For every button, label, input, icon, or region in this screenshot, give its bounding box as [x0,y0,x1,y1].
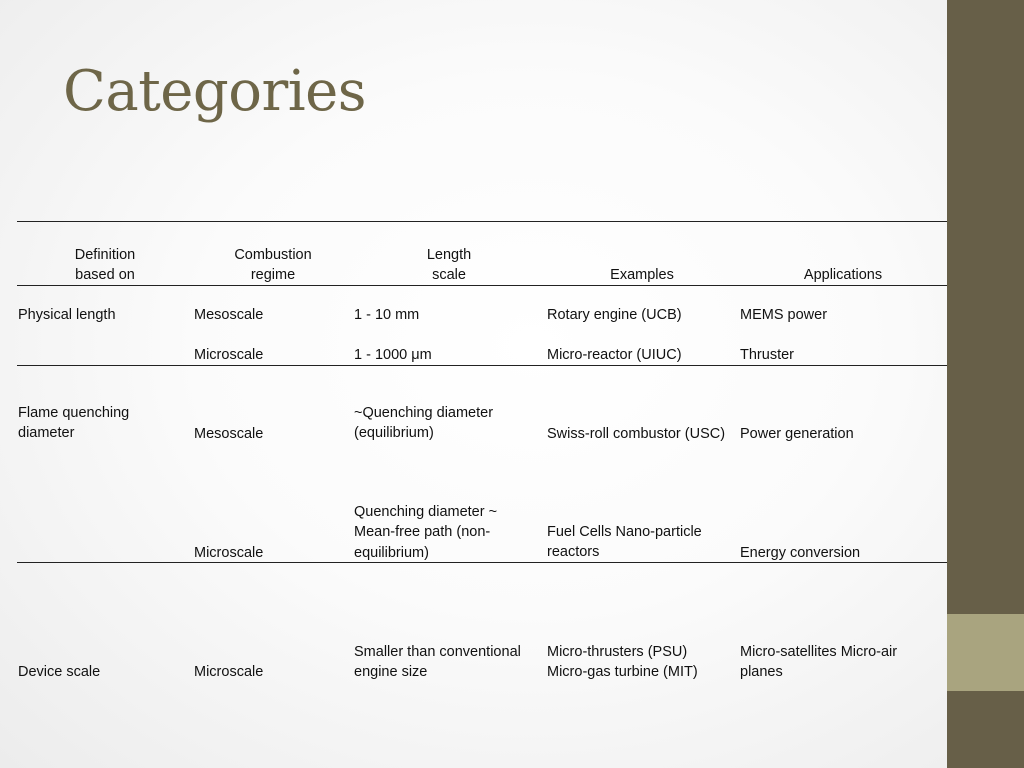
categories-table [17,0,947,768]
table-cell: Micro-thrusters (PSU) Micro-gas turbine (MIT) [547,644,698,681]
header-combustion-regime: Combustion regime [234,247,312,284]
slide-sidebar-accent [947,614,1024,691]
table-cell: Micro-reactor (UIUC) [547,347,682,363]
table-cell: Flame quenching diameter [18,405,130,442]
table-cell: Device scale [18,664,101,680]
table-cell: Rotary engine (UCB) [547,307,682,323]
table-cell: MEMS power [740,307,828,323]
table-cell: ~Quenching diameter (equilibrium) [354,405,494,442]
table-cell: Micro-satellites Micro-air planes [740,644,898,681]
table-cell: Power generation [740,426,854,442]
table-cell: 1 - 10 mm [354,307,420,323]
header-applications: Applications [803,267,883,283]
table-cell: Smaller than conventional engine size [354,644,521,681]
table-cell: 1 - 1000 μm [354,347,432,363]
table-cell: Thruster [740,347,794,363]
header-examples: Examples [610,267,674,283]
table-group-rule [17,365,947,366]
table-cell: Mesoscale [194,307,264,323]
table-cell: Microscale [194,347,264,363]
table-cell: Physical length [18,307,116,323]
table-cell: Microscale [194,664,264,680]
slide-title: Categories [63,59,366,124]
table-cell: Fuel Cells Nano-particle reactors [547,524,702,561]
table-cell: Microscale [194,545,264,561]
table-cell: Quenching diameter ~ Mean-free path (non- equilibrium) [354,504,498,561]
header-length-scale: Length scale [426,247,472,284]
header-definition: Definition based on [74,247,136,284]
table-cell: Swiss-roll combustor (USC) [547,426,726,442]
table-top-rule [17,221,947,222]
table-cell: Energy conversion [740,545,861,561]
table-cell: Mesoscale [194,426,264,442]
